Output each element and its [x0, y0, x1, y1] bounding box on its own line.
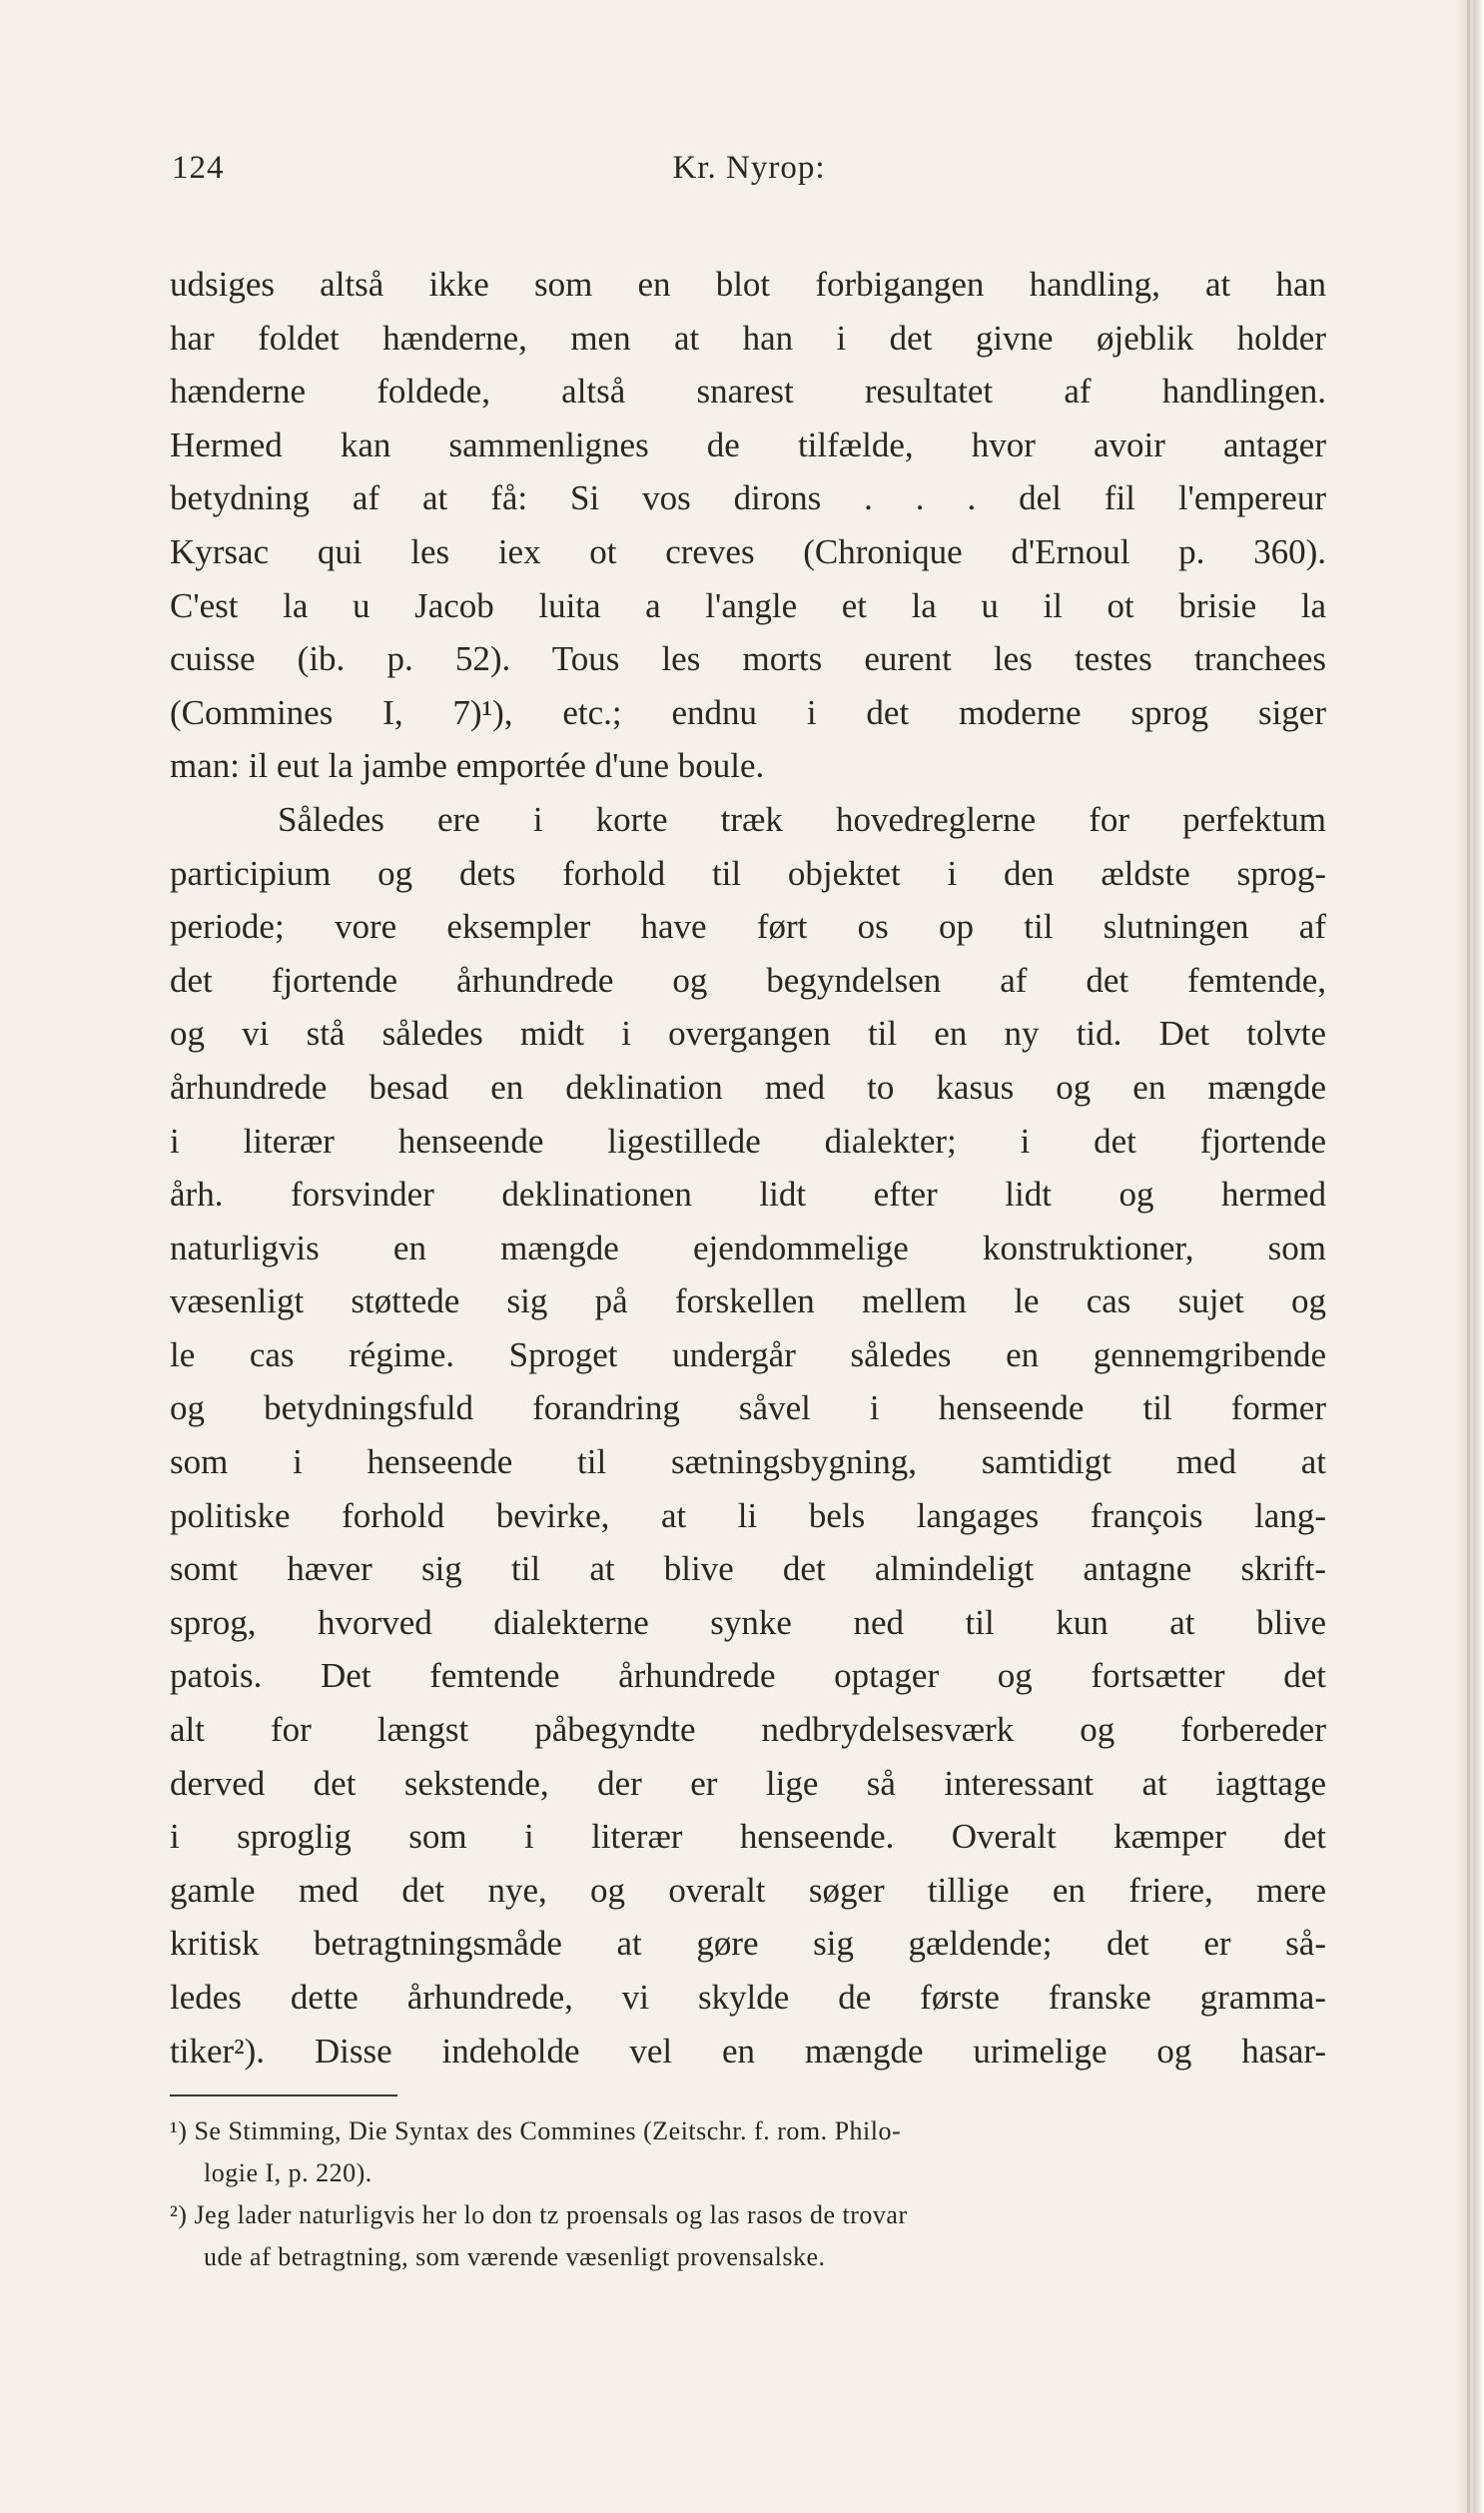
binding-shadow	[1467, 0, 1470, 2513]
body-line: kritisk betragtningsmåde at gøre sig gældende; det er så-	[170, 1924, 1326, 1964]
body-line: har foldet hænderne, men at han i det givne øjeblik holder	[170, 318, 1326, 358]
body-line: og vi stå således midt i overgangen til en ny tid. Det tolvte	[170, 1014, 1326, 1054]
body-line: somt hæver sig til at blive det almindeligt antagne skrift-	[170, 1549, 1326, 1589]
body-line: C'est la u Jacob luita a l'angle et la u il ot brisie la	[170, 585, 1326, 625]
body-line: le cas régime. Sproget undergår således en gennemgribende	[170, 1334, 1326, 1374]
body-line: naturligvis en mængde ejendommelige konstruktioner, som	[170, 1228, 1326, 1267]
footnote-rule	[170, 2094, 397, 2096]
body-line: det fjortende århundrede og begyndelsen af det femtende,	[170, 960, 1326, 1000]
body-line: i literær henseende ligestillede dialekter; i det fjortende	[170, 1121, 1326, 1161]
footnote-line: ¹) Se Stimming, Die Syntax des Commines (Zeitschr. f. rom. Philo-	[170, 2116, 902, 2145]
body-line: alt for længst påbegyndte nedbrydelsesværk og forbereder	[170, 1710, 1326, 1750]
footnotes	[170, 2110, 1326, 2278]
body-line: udsiges altså ikke som en blot forbigangen handling, at han	[170, 265, 1326, 304]
body-line: væsenligt støttede sig på forskellen mellem le cas sujet og	[170, 1281, 1326, 1321]
footnote-line: ude af betragtning, som værende væsenligt provensalske.	[204, 2242, 826, 2271]
body-line: og betydningsfuld forandring såvel i henseende til former	[170, 1388, 1326, 1428]
body-line: patois. Det femtende århundrede optager og fortsætter det	[170, 1656, 1326, 1696]
paragraph-start-line: Således ere i korte træk hovedreglerne for perfektum	[278, 799, 1326, 839]
body-line: participium og dets forhold til objektet i den ældste sprog-	[170, 853, 1326, 893]
body-line: periode; vore eksempler have ført os op til slutningen af	[170, 907, 1326, 947]
body-line: ledes dette århundrede, vi skylde de første franske gramma-	[170, 1978, 1326, 2017]
body-line: (Commines I, 7)¹), etc.; endnu i det moderne sprog siger	[170, 692, 1326, 732]
body-line: i sproglig som i literær henseende. Overalt kæmper det	[170, 1817, 1326, 1857]
body-line: som i henseende til sætningsbygning, samtidigt med at	[170, 1442, 1326, 1482]
body-line: Kyrsac qui les iex ot creves (Chronique d'Ernoul p. 360).	[170, 531, 1326, 571]
body-line: betydning af at få: Si vos dirons . . . del fil l'empereur	[170, 478, 1326, 518]
page-header	[170, 150, 1328, 206]
running-head: Kr. Nyrop:	[672, 150, 826, 186]
page-number: 124	[172, 150, 225, 186]
body-line: Hermed kan sammenlignes de tilfælde, hvor avoir antager	[170, 424, 1326, 464]
body-line: derved det sekstende, der er lige så interessant at iagttage	[170, 1763, 1326, 1803]
body-line: gamle med det nye, og overalt søger tillige en friere, mere	[170, 1870, 1326, 1910]
body-text	[170, 258, 1326, 2078]
body-line: politiske forhold bevirke, at li bels langages françois lang-	[170, 1495, 1326, 1535]
footnote-line: logie I, p. 220).	[204, 2158, 372, 2187]
body-line: cuisse (ib. p. 52). Tous les morts eurent les testes tranchees	[170, 639, 1326, 679]
body-line: tiker²). Disse indeholde vel en mængde urimelige og hasar-	[170, 2031, 1326, 2071]
footnote-line: ²) Jeg lader naturligvis her lo don tz proensals og las rasos de trovar	[170, 2200, 908, 2229]
body-line: sprog, hvorved dialekterne synke ned til kun at blive	[170, 1602, 1326, 1642]
body-line: årh. forsvinder deklinationen lidt efter lidt og hermed	[170, 1175, 1326, 1215]
body-line: man: il eut la jambe emportée d'une boule.	[170, 746, 765, 786]
body-line: hænderne foldede, altså snarest resultatet af handlingen.	[170, 372, 1326, 412]
body-line: århundrede besad en deklination med to kasus og en mængde	[170, 1067, 1326, 1107]
